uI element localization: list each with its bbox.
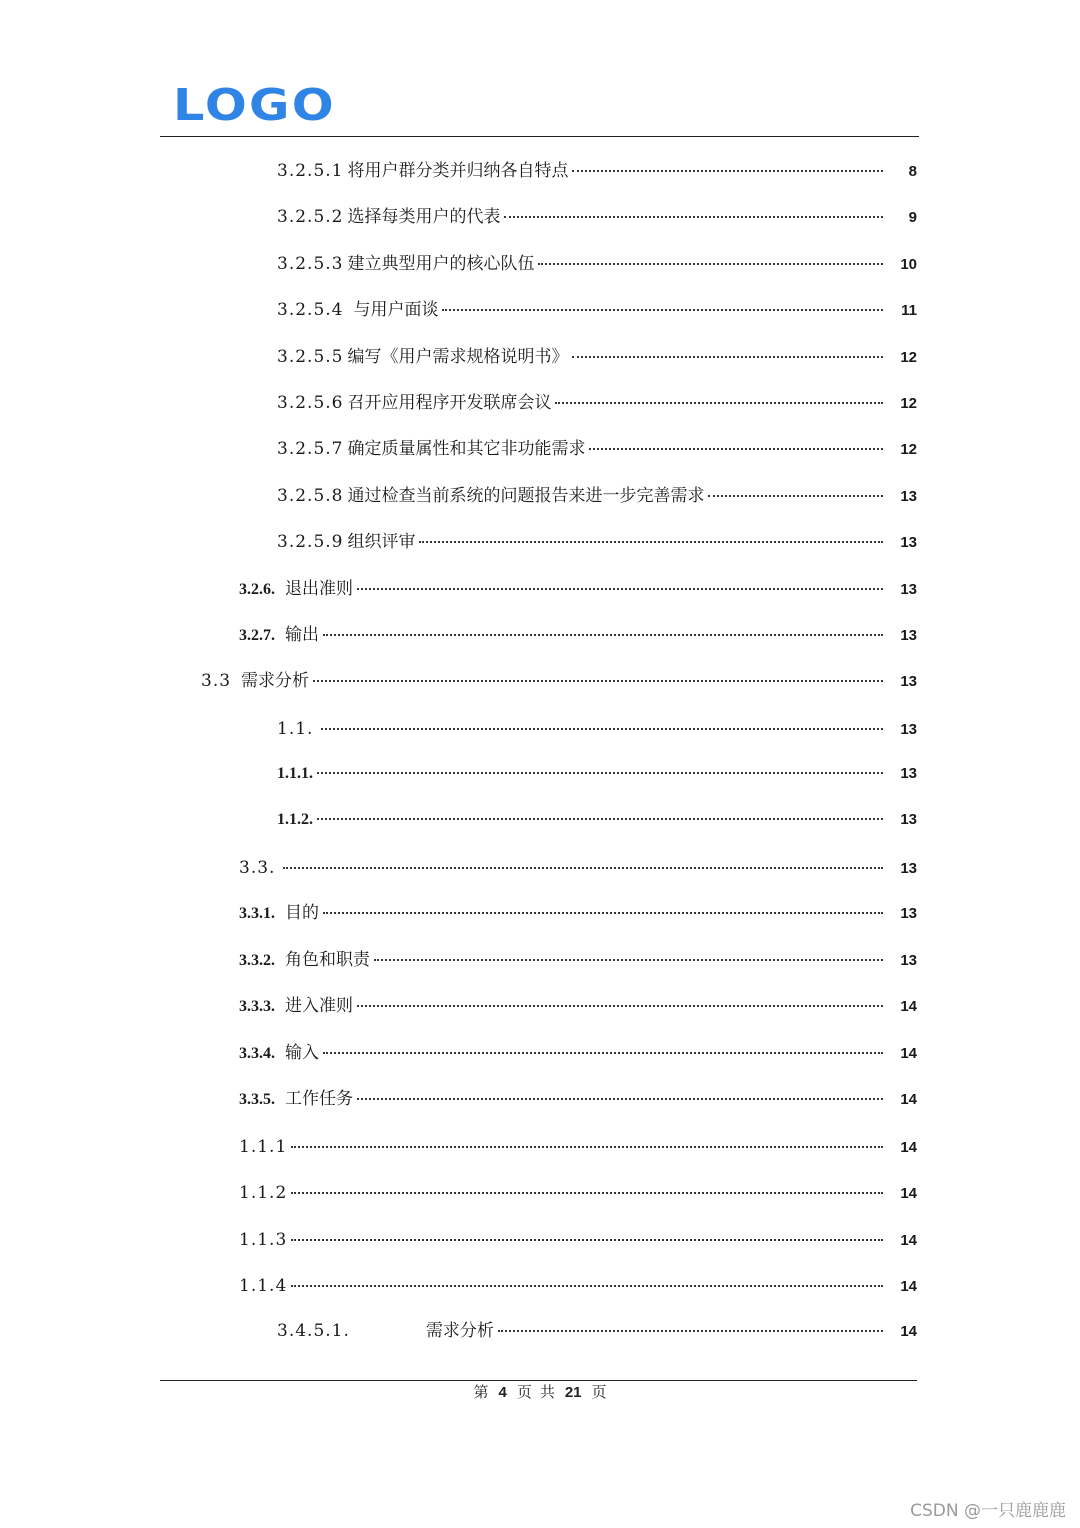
toc-leader-dots xyxy=(374,959,883,961)
toc-entry[interactable] xyxy=(277,389,917,417)
toc-entry[interactable] xyxy=(277,528,917,556)
toc-entry[interactable] xyxy=(277,203,917,231)
footer-middle-a: 页 xyxy=(516,1383,532,1401)
toc-entry-page: 13 xyxy=(900,952,917,969)
toc-entry-page: 14 xyxy=(900,1185,917,1202)
toc-entry[interactable] xyxy=(239,1133,917,1161)
toc-entry[interactable] xyxy=(277,296,917,324)
toc-entry-title: 通过检查当前系统的问题报告来进一步完善需求 xyxy=(347,486,705,506)
toc-leader-dots xyxy=(419,541,883,543)
toc-entry-title: 工作任务 xyxy=(285,1089,353,1109)
toc-entry[interactable] xyxy=(277,250,917,278)
toc-entry[interactable] xyxy=(239,899,917,927)
toc-entry-number: 3.2.5.1 xyxy=(277,161,344,181)
toc-entry-number: 1.1.4 xyxy=(239,1276,288,1296)
toc-entry-page: 14 xyxy=(900,1232,917,1249)
toc-entry[interactable] xyxy=(239,1039,917,1067)
toc-entry-number: 3.4.5.1. xyxy=(277,1321,350,1341)
toc-entry-title: 与用户面谈 xyxy=(353,300,439,320)
toc-entry-title: 退出准则 xyxy=(285,579,353,599)
toc-leader-dots xyxy=(317,772,883,774)
toc-entry-title: 组织评审 xyxy=(347,532,416,552)
toc-entry[interactable] xyxy=(239,1179,917,1207)
toc-leader-dots xyxy=(283,867,883,869)
toc-entry-number: 3.2.5.2 xyxy=(277,207,344,227)
toc-entry-title: 输出 xyxy=(285,625,319,645)
toc-entry-page: 10 xyxy=(900,256,917,273)
toc-entry-page: 13 xyxy=(900,534,917,551)
toc-entry-page: 13 xyxy=(900,721,917,738)
toc-entry[interactable] xyxy=(277,760,917,788)
toc-leader-dots xyxy=(442,309,883,311)
toc-entry-number: 3.3. xyxy=(239,858,276,878)
toc-leader-dots xyxy=(357,1098,883,1100)
toc-leader-dots xyxy=(313,680,883,682)
footer-total-pages: 21 xyxy=(564,1384,582,1401)
toc-entry-number: 3.2.5.9 xyxy=(277,532,344,552)
toc-entry-number: 3.2.5.5 xyxy=(277,347,344,367)
toc-entry-number: 3.3.1. xyxy=(239,905,275,922)
toc-leader-dots xyxy=(357,1005,883,1007)
toc-entry[interactable] xyxy=(277,157,917,185)
toc-leader-dots xyxy=(589,448,883,450)
toc-entry-page: 13 xyxy=(900,765,917,782)
toc-entry-number: 3.3.5. xyxy=(239,1091,275,1108)
toc-entry-page: 14 xyxy=(900,1323,917,1340)
footer-prefix: 第 xyxy=(473,1383,489,1401)
toc-entry-page: 13 xyxy=(900,860,917,877)
toc-leader-dots xyxy=(321,728,883,730)
toc-entry-title: 召开应用程序开发联席会议 xyxy=(347,393,552,413)
toc-entry-title: 将用户群分类并归纳各自特点 xyxy=(347,161,569,181)
page-footer xyxy=(0,1381,1080,1404)
toc-entry-number: 3.3.3. xyxy=(239,998,275,1015)
toc-leader-dots xyxy=(323,912,883,914)
footer-middle-b: 共 xyxy=(539,1383,555,1401)
toc-entry-number: 1.1.1 xyxy=(239,1137,288,1157)
toc-entry-title: 需求分析 xyxy=(425,1321,494,1341)
toc-leader-dots xyxy=(555,402,883,404)
footer-suffix: 页 xyxy=(591,1383,607,1401)
toc-entry[interactable] xyxy=(277,806,917,834)
toc-entry[interactable] xyxy=(239,946,917,974)
toc-entry-title: 角色和职责 xyxy=(285,950,370,970)
watermark: CSDN @一只鹿鹿鹿 xyxy=(910,1501,1066,1521)
toc-leader-dots xyxy=(291,1285,883,1287)
toc-entry-title: 输入 xyxy=(285,1043,319,1063)
toc-entry-number: 3.2.5.3 xyxy=(277,254,344,274)
toc-entry[interactable] xyxy=(277,435,917,463)
toc-entry-page: 14 xyxy=(900,1091,917,1108)
toc-entry-page: 14 xyxy=(900,1139,917,1156)
toc-entry-number: 1.1.2 xyxy=(239,1183,288,1203)
toc-entry-number: 3.2.5.8 xyxy=(277,486,344,506)
toc-entry-title: 确定质量属性和其它非功能需求 xyxy=(347,439,586,459)
toc-entry-number: 1.1.2. xyxy=(277,811,313,828)
toc-leader-dots xyxy=(504,216,883,218)
toc-entry-number: 1.1.3 xyxy=(239,1230,288,1250)
toc-entry-title: 建立典型用户的核心队伍 xyxy=(347,254,535,274)
toc-entry-page: 13 xyxy=(900,673,917,690)
toc-leader-dots xyxy=(323,1052,883,1054)
toc-entry-title: 需求分析 xyxy=(241,671,310,691)
toc-entry[interactable] xyxy=(239,1226,917,1254)
toc-entry-number: 3.2.7. xyxy=(239,627,275,644)
toc-entry[interactable] xyxy=(277,343,917,371)
toc-entry-page: 12 xyxy=(900,395,917,412)
toc-entry-page: 13 xyxy=(900,627,917,644)
toc-entry-page: 13 xyxy=(900,905,917,922)
toc-entry[interactable] xyxy=(239,1272,917,1300)
toc-entry-number: 3.2.6. xyxy=(239,581,275,598)
footer-current-page: 4 xyxy=(498,1384,507,1401)
toc-entry-number: 3.2.5.7 xyxy=(277,439,344,459)
toc-leader-dots xyxy=(357,588,883,590)
toc-entry-number: 3.3.2. xyxy=(239,952,275,969)
toc-leader-dots xyxy=(291,1192,883,1194)
toc-entry-page: 14 xyxy=(900,1045,917,1062)
toc-entry[interactable] xyxy=(239,575,917,603)
toc-leader-dots xyxy=(291,1239,883,1241)
toc-entry-number: 3.2.5.4 xyxy=(277,300,344,320)
toc-entry-page: 9 xyxy=(908,209,917,226)
toc-entry[interactable] xyxy=(239,854,917,882)
toc-leader-dots xyxy=(323,634,883,636)
toc-entry[interactable] xyxy=(239,992,917,1020)
toc-leader-dots xyxy=(572,356,883,358)
toc-entry-page: 14 xyxy=(900,1278,917,1295)
toc-entry-page: 13 xyxy=(900,488,917,505)
toc-leader-dots xyxy=(538,263,883,265)
toc-entry[interactable] xyxy=(201,667,917,695)
toc-leader-dots xyxy=(317,818,883,820)
toc-entry-title: 选择每类用户的代表 xyxy=(347,207,501,227)
toc-entry-page: 12 xyxy=(900,441,917,458)
toc-entry-page: 14 xyxy=(900,998,917,1015)
toc-entry[interactable] xyxy=(239,621,917,649)
toc-leader-dots xyxy=(708,495,883,497)
logo-text: LOGO xyxy=(173,80,336,131)
toc-entry[interactable] xyxy=(277,1317,917,1345)
toc-entry-number: 3.3 xyxy=(201,671,232,691)
toc-entry-page: 12 xyxy=(900,349,917,366)
toc-entry-page: 13 xyxy=(900,811,917,828)
toc-entry-number: 1.1.1. xyxy=(277,765,313,782)
toc-entry-page: 13 xyxy=(900,581,917,598)
toc-entry[interactable] xyxy=(277,715,917,743)
toc-entry[interactable] xyxy=(239,1085,917,1113)
toc-entry-title: 进入准则 xyxy=(285,996,353,1016)
toc-leader-dots xyxy=(572,170,883,172)
toc-entry-number: 1.1. xyxy=(277,719,314,739)
toc-entry-number: 3.3.4. xyxy=(239,1045,275,1062)
toc-entry-title: 编写《用户需求规格说明书》 xyxy=(347,347,569,367)
toc-leader-dots xyxy=(498,1330,883,1332)
toc-entry-title: 目的 xyxy=(285,903,319,923)
toc-entry[interactable] xyxy=(277,482,917,510)
toc-entry-number: 3.2.5.6 xyxy=(277,393,344,413)
toc-entry-page: 8 xyxy=(908,163,917,180)
toc-entry-page: 11 xyxy=(901,302,917,319)
toc-leader-dots xyxy=(291,1146,883,1148)
